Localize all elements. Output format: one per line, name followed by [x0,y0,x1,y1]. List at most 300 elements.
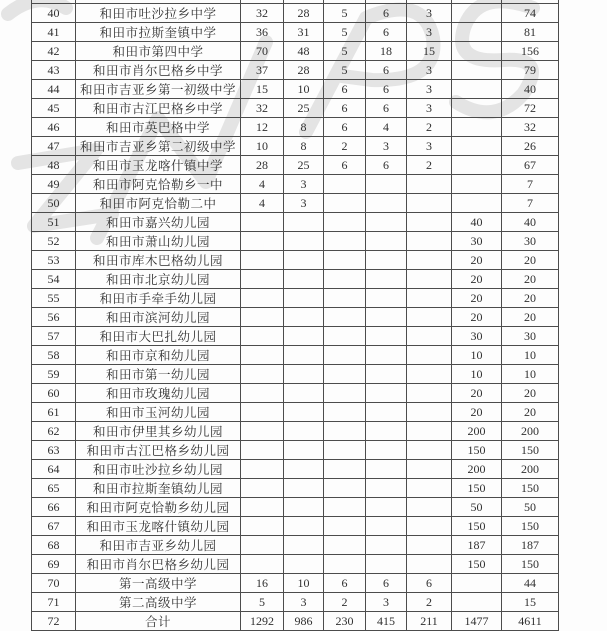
table-row [32,251,559,270]
table-row [32,441,559,460]
cell-school-name: 和田市吐沙拉乡幼儿园 [76,460,241,479]
cell-col5 [407,384,452,403]
cell-col2: 3 [284,593,324,612]
cell-school-name: 和田市吉亚乡幼儿园 [76,536,241,555]
cell-row-no: 58 [32,346,76,365]
cell-col4 [366,327,407,346]
cell-school-name: 和田市玉龙喀什镇幼儿园 [76,517,241,536]
cell-col2 [284,403,324,422]
cell-col6 [452,574,502,593]
cell-col5 [407,232,452,251]
cell-col4 [366,498,407,517]
cell-col2 [284,346,324,365]
table-row [32,365,559,384]
table-row [32,61,559,80]
cell-col5: 6 [407,574,452,593]
cell-total: 187 [502,536,559,555]
table-row [32,327,559,346]
cell-total: 150 [502,479,559,498]
cell-col1 [241,555,284,574]
cell-col3 [324,536,366,555]
cell-col3 [324,194,366,213]
cell-col4: 6 [366,80,407,99]
cell-col5 [407,289,452,308]
cell-row-no: 45 [32,99,76,118]
cell-school-name: 和田市古江巴格乡幼儿园 [76,441,241,460]
cell-total: 50 [502,498,559,517]
cell-col4 [366,175,407,194]
cell-col5: 3 [407,137,452,156]
cell-row-no: 42 [32,42,76,61]
cell-col5: 3 [407,80,452,99]
cell-col1: 1292 [241,612,284,631]
cell-col4: 3 [366,137,407,156]
cell-col6: 10 [452,365,502,384]
cell-col4 [366,441,407,460]
table-row [32,213,559,232]
cell-col3 [324,422,366,441]
cell-col4: 4 [366,118,407,137]
cell-col1: 12 [241,118,284,137]
cell-school-name: 和田市第一幼儿园 [76,365,241,384]
cell-school-name: 和田市库木巴格幼儿园 [76,251,241,270]
cell-col2: 8 [284,118,324,137]
cell-total: 200 [502,460,559,479]
cell-col5 [407,365,452,384]
cell-school-name: 和田市第四中学 [76,42,241,61]
cell-school-name: 和田市京和幼儿园 [76,346,241,365]
cell-col1: 10 [241,137,284,156]
cell-col1 [241,308,284,327]
cell-col2 [284,422,324,441]
cell-total: 44 [502,574,559,593]
cell-col4 [366,213,407,232]
cell-col5 [407,308,452,327]
cell-col4 [366,384,407,403]
cell-col3: 2 [324,137,366,156]
cell-col3 [324,308,366,327]
cell-col6: 10 [452,346,502,365]
cell-total: 20 [502,251,559,270]
cell-col5: 15 [407,42,452,61]
cell-col5 [407,327,452,346]
cell-row-no: 47 [32,137,76,156]
table-row [32,23,559,42]
cell-col6: 30 [452,327,502,346]
cell-col3 [324,175,366,194]
cell-total: 20 [502,270,559,289]
cell-col3 [324,270,366,289]
cell-col4 [366,422,407,441]
table-row [32,80,559,99]
cell-col5 [407,536,452,555]
cell-col3 [324,441,366,460]
cell-row-no: 71 [32,593,76,612]
cell-row-no: 65 [32,479,76,498]
cell-total: 20 [502,289,559,308]
cell-row-no: 49 [32,175,76,194]
cell-col2 [284,308,324,327]
cell-col2 [284,289,324,308]
cell-total: 20 [502,384,559,403]
cell-school-name: 合计 [76,612,241,631]
table-row [32,289,559,308]
cell-total: 150 [502,441,559,460]
cell-col4 [366,517,407,536]
cell-total: 67 [502,156,559,175]
cell-col4 [366,403,407,422]
cell-school-name: 和田市滨河幼儿园 [76,308,241,327]
cell-total: 150 [502,555,559,574]
cell-col6: 20 [452,403,502,422]
cell-col2: 28 [284,4,324,23]
cell-col5 [407,498,452,517]
cell-col6: 30 [452,232,502,251]
cell-col1 [241,479,284,498]
cell-col2: 25 [284,99,324,118]
cell-school-name: 和田市肖尔巴格乡中学 [76,61,241,80]
cell-col5: 2 [407,118,452,137]
table-row [32,175,559,194]
cell-total: 32 [502,118,559,137]
cell-col5: 3 [407,4,452,23]
cell-school-name: 和田市英巴格中学 [76,118,241,137]
cell-total: 20 [502,403,559,422]
cell-col4: 3 [366,593,407,612]
cell-row-no: 62 [32,422,76,441]
table-row [32,99,559,118]
cell-col6: 1477 [452,612,502,631]
table-row [32,42,559,61]
cell-col3 [324,460,366,479]
cell-col6: 150 [452,479,502,498]
cell-col2 [284,365,324,384]
cell-col2 [284,536,324,555]
cell-col5: 3 [407,23,452,42]
cell-col1: 36 [241,23,284,42]
cell-col2 [284,232,324,251]
cell-school-name: 第一高级中学 [76,574,241,593]
cell-row-no: 69 [32,555,76,574]
cell-school-name: 和田市阿克恰勒二中 [76,194,241,213]
cell-row-no: 52 [32,232,76,251]
cell-col1 [241,232,284,251]
cell-col6: 150 [452,517,502,536]
cell-col1 [241,498,284,517]
table-row [32,4,559,23]
cell-col5: 3 [407,99,452,118]
cell-col5 [407,422,452,441]
table-row [32,517,559,536]
cell-school-name: 和田市北京幼儿园 [76,270,241,289]
cell-row-no: 70 [32,574,76,593]
cell-col3 [324,251,366,270]
table-row [32,422,559,441]
cell-school-name: 和田市肖尔巴格乡幼儿园 [76,555,241,574]
cell-col1 [241,270,284,289]
cell-col2: 48 [284,42,324,61]
cell-col4 [366,270,407,289]
cell-total: 7 [502,194,559,213]
cell-col5 [407,441,452,460]
cell-col3: 6 [324,99,366,118]
cell-col3 [324,517,366,536]
cell-col6 [452,118,502,137]
cell-col5 [407,460,452,479]
table-row [32,308,559,327]
cell-col6 [452,4,502,23]
cell-total: 156 [502,42,559,61]
cell-total: 15 [502,593,559,612]
cell-col2 [284,213,324,232]
cell-row-no: 72 [32,612,76,631]
cell-row-no: 54 [32,270,76,289]
cell-total: 7 [502,175,559,194]
cell-total: 30 [502,232,559,251]
cell-col6: 187 [452,536,502,555]
cell-col5 [407,403,452,422]
cell-col4: 6 [366,23,407,42]
cell-row-no: 60 [32,384,76,403]
cell-col6: 20 [452,308,502,327]
cell-col2: 3 [284,175,324,194]
cell-col4 [366,194,407,213]
cell-col2 [284,460,324,479]
cell-school-name: 和田市吉亚乡第二初级中学 [76,137,241,156]
cell-col2 [284,251,324,270]
cell-school-name: 和田市嘉兴幼儿园 [76,213,241,232]
cell-col4 [366,308,407,327]
cell-col5 [407,517,452,536]
cell-total: 79 [502,61,559,80]
cell-col3: 230 [324,612,366,631]
table-row [32,384,559,403]
cell-total: 30 [502,327,559,346]
cell-school-name: 和田市玉龙喀什镇中学 [76,156,241,175]
cell-col3 [324,289,366,308]
cell-col2: 986 [284,612,324,631]
cell-col4: 6 [366,61,407,80]
cell-school-name: 和田市玉河幼儿园 [76,403,241,422]
cell-row-no: 44 [32,80,76,99]
cell-col6: 20 [452,289,502,308]
cell-col2 [284,270,324,289]
table-row [32,346,559,365]
cell-row-no: 40 [32,4,76,23]
cell-row-no: 64 [32,460,76,479]
cell-col5 [407,175,452,194]
table-body [32,0,559,631]
cell-col1: 32 [241,99,284,118]
cell-col3 [324,384,366,403]
cell-col4 [366,365,407,384]
cell-col4 [366,555,407,574]
cell-col1: 70 [241,42,284,61]
cell-col1 [241,289,284,308]
table-row [32,270,559,289]
cell-col1 [241,384,284,403]
cell-row-no: 57 [32,327,76,346]
cell-school-name: 和田市拉斯奎镇幼儿园 [76,479,241,498]
cell-row-no: 66 [32,498,76,517]
cell-col6: 150 [452,555,502,574]
cell-col3: 5 [324,23,366,42]
cell-total: 10 [502,346,559,365]
cell-col1 [241,536,284,555]
cell-col1 [241,327,284,346]
cell-row-no: 51 [32,213,76,232]
cell-row-no: 53 [32,251,76,270]
table-row [32,460,559,479]
cell-row-no: 55 [32,289,76,308]
cell-col6 [452,23,502,42]
cell-col6: 20 [452,251,502,270]
cell-col1 [241,346,284,365]
cell-col3 [324,232,366,251]
cell-col3: 5 [324,61,366,80]
cell-total: 40 [502,213,559,232]
cell-total: 72 [502,99,559,118]
cell-col1 [241,422,284,441]
cell-col5 [407,194,452,213]
cell-col5: 2 [407,593,452,612]
cell-col3: 5 [324,4,366,23]
cell-col3: 5 [324,42,366,61]
cell-col3: 6 [324,118,366,137]
cell-col6: 200 [452,422,502,441]
cell-col4: 415 [366,612,407,631]
cell-col2 [284,441,324,460]
cell-col5 [407,270,452,289]
cell-row-no: 41 [32,23,76,42]
cell-col4 [366,536,407,555]
cell-col3 [324,498,366,517]
cell-col2 [284,327,324,346]
table-row [32,232,559,251]
cell-row-no: 46 [32,118,76,137]
cell-total: 81 [502,23,559,42]
cell-col6: 50 [452,498,502,517]
cell-col2: 10 [284,574,324,593]
cell-row-no: 50 [32,194,76,213]
cell-col4 [366,232,407,251]
cell-col3 [324,479,366,498]
cell-col5: 2 [407,156,452,175]
cell-col1: 16 [241,574,284,593]
table-container [31,0,559,631]
cell-school-name: 和田市大巴扎幼儿园 [76,327,241,346]
cell-col3 [324,346,366,365]
cell-total: 10 [502,365,559,384]
cell-col1 [241,517,284,536]
cell-school-name: 和田市阿克恰勒乡一中 [76,175,241,194]
cell-col6: 20 [452,384,502,403]
cell-row-no: 61 [32,403,76,422]
cell-school-name: 和田市吐沙拉乡中学 [76,4,241,23]
table-row [32,156,559,175]
cell-total: 26 [502,137,559,156]
cell-col6: 200 [452,460,502,479]
table-row [32,479,559,498]
cell-col2 [284,555,324,574]
cell-col1 [241,365,284,384]
cell-row-no: 67 [32,517,76,536]
cell-total: 74 [502,4,559,23]
cell-col2: 28 [284,61,324,80]
cell-col2: 31 [284,23,324,42]
table-row [32,574,559,593]
cell-col3 [324,213,366,232]
cell-col1 [241,441,284,460]
table-row [32,498,559,517]
cell-col1: 5 [241,593,284,612]
cell-col1 [241,403,284,422]
cell-col4 [366,346,407,365]
cell-col6: 40 [452,213,502,232]
cell-school-name: 和田市玫瑰幼儿园 [76,384,241,403]
cell-school-name: 和田市手牵手幼儿园 [76,289,241,308]
cell-col2: 8 [284,137,324,156]
cell-col1: 32 [241,4,284,23]
cell-row-no: 68 [32,536,76,555]
table-row [32,137,559,156]
cell-col1: 4 [241,194,284,213]
cell-col6 [452,194,502,213]
cell-col3: 6 [324,156,366,175]
cell-col3 [324,403,366,422]
cell-col1: 4 [241,175,284,194]
cell-col6 [452,175,502,194]
cell-col4 [366,460,407,479]
cell-col4: 6 [366,99,407,118]
cell-col3: 6 [324,574,366,593]
cell-row-no: 63 [32,441,76,460]
table-row [32,555,559,574]
cell-school-name: 和田市萧山幼儿园 [76,232,241,251]
cell-col4: 6 [366,4,407,23]
cell-col1: 15 [241,80,284,99]
cell-col1 [241,213,284,232]
cell-col2: 3 [284,194,324,213]
cell-school-name: 和田市古江巴格乡中学 [76,99,241,118]
cell-school-name: 和田市吉亚乡第一初级中学 [76,80,241,99]
cell-school-name: 和田市阿克恰勒乡幼儿园 [76,498,241,517]
cell-col1: 37 [241,61,284,80]
cell-col3 [324,327,366,346]
cell-col6 [452,137,502,156]
cell-total: 200 [502,422,559,441]
cell-col1 [241,460,284,479]
cell-col6: 20 [452,270,502,289]
cell-col5 [407,555,452,574]
cell-school-name: 和田市伊里其乡幼儿园 [76,422,241,441]
cell-col3: 6 [324,80,366,99]
cell-col4: 18 [366,42,407,61]
cell-col4: 6 [366,156,407,175]
cell-col5 [407,479,452,498]
cell-col6 [452,61,502,80]
cell-total: 4611 [502,612,559,631]
cell-row-no: 56 [32,308,76,327]
school-quota-table [31,0,559,631]
cell-school-name: 第二高级中学 [76,593,241,612]
cell-col2 [284,498,324,517]
cell-row-no: 43 [32,61,76,80]
table-row [32,612,559,631]
cell-row-no: 59 [32,365,76,384]
cell-row-no: 48 [32,156,76,175]
cell-col4 [366,251,407,270]
